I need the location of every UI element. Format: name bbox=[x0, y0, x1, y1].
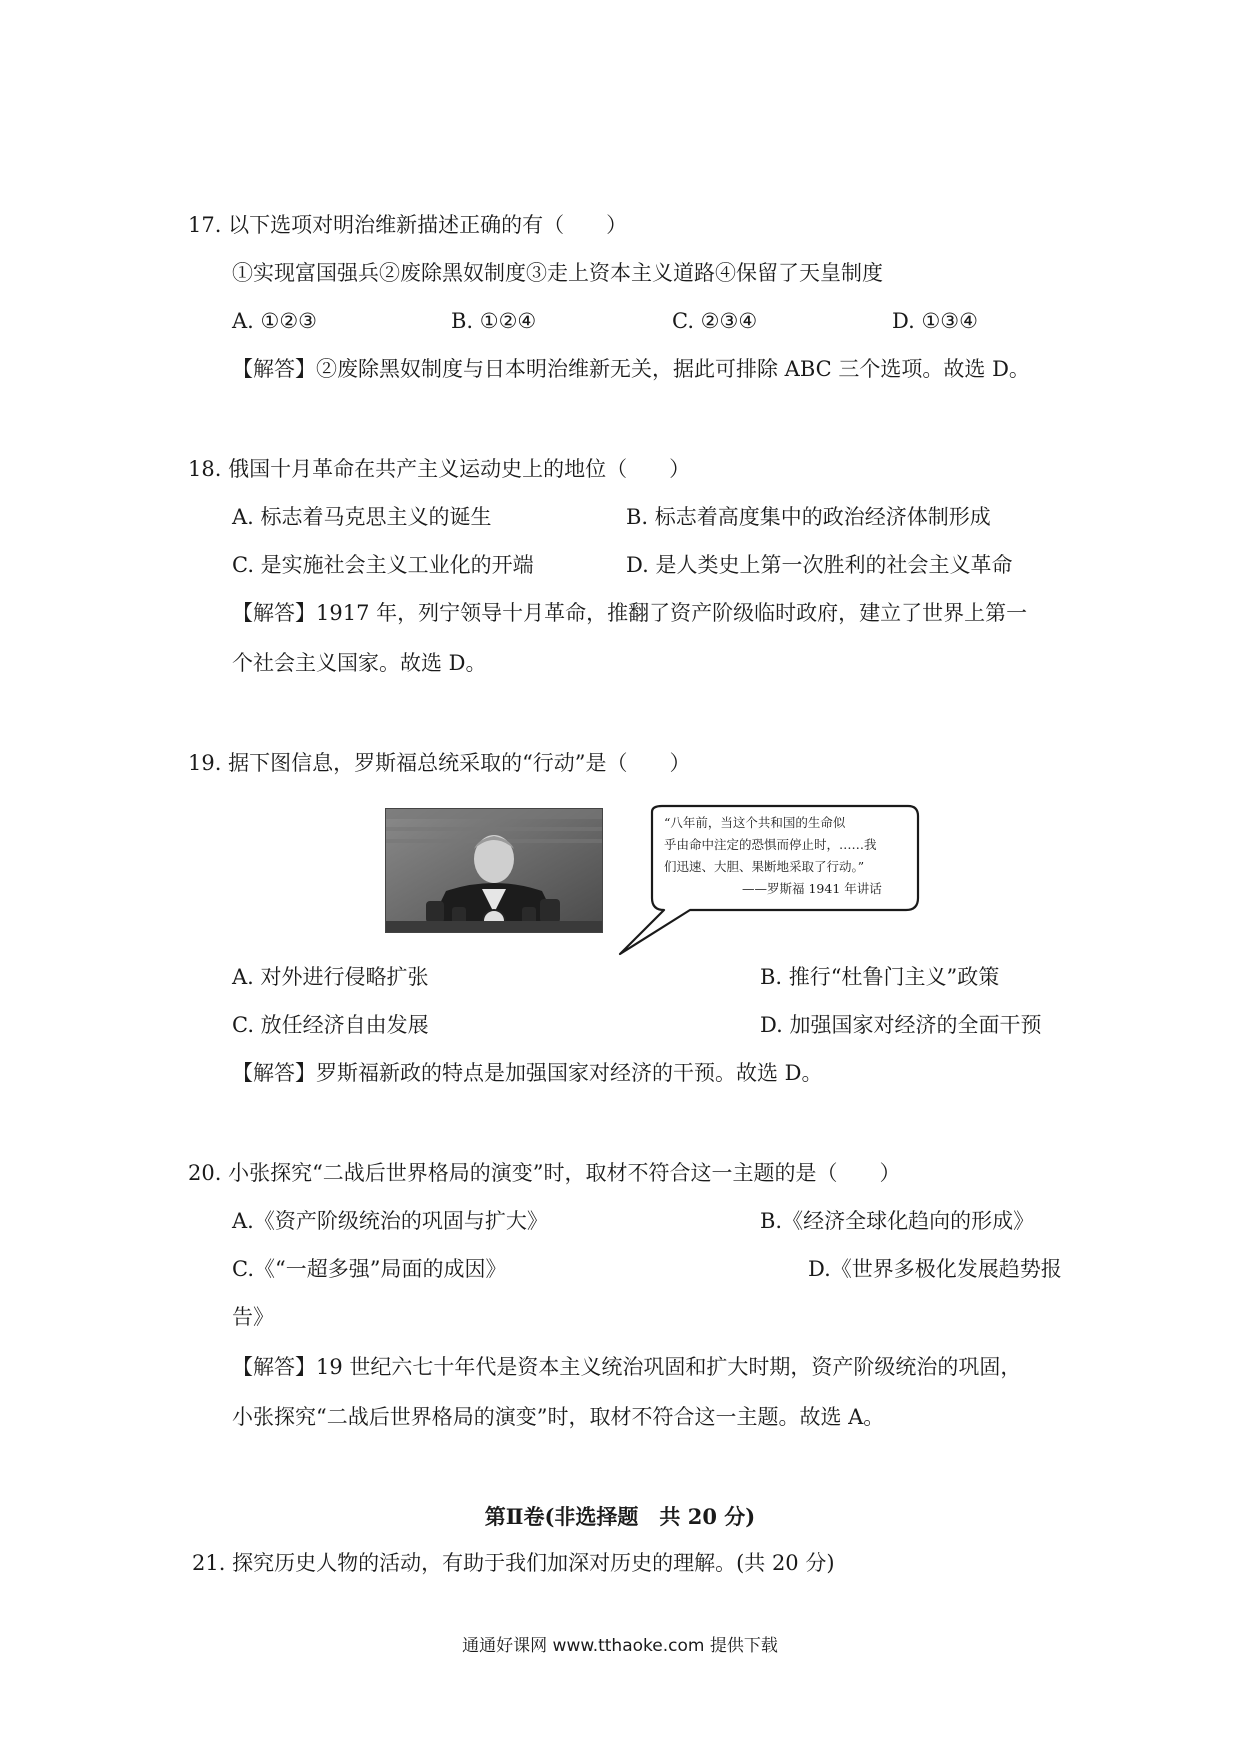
q17-items: ①实现富国强兵②废除黑奴制度③走上资本主义道路④保留了天皇制度 bbox=[232, 261, 883, 285]
q17-option-d: D. ①③④ bbox=[892, 309, 978, 333]
q20-answer-line2: 小张探究“二战后世界格局的演变”时，取材不符合这一主题。故选 A。 bbox=[232, 1405, 885, 1429]
quote-line-1: “八年前，当这个共和国的生命似 bbox=[664, 815, 846, 830]
q20-option-d-continuation: 告》 bbox=[232, 1305, 274, 1329]
roosevelt-photo-illustration bbox=[386, 809, 602, 932]
roosevelt-photo bbox=[385, 808, 603, 933]
quote-line-3: 们迅速、大胆、果断地采取了行动。” bbox=[664, 859, 865, 874]
q20-answer-line1: 【解答】19 世纪六七十年代是资本主义统治巩固和扩大时期，资产阶级统治的巩固， bbox=[232, 1355, 1022, 1379]
q19-option-b: B. 推行“杜鲁门主义”政策 bbox=[760, 965, 1000, 989]
footer-download-note: 通通好课网 www.tthaoke.com 提供下载 bbox=[462, 1636, 778, 1656]
q20-option-c: C.《“一超多强”局面的成因》 bbox=[232, 1257, 507, 1281]
q17-option-b: B. ①②④ bbox=[451, 309, 537, 333]
q18-option-b: B. 标志着高度集中的政治经济体制形成 bbox=[626, 505, 991, 529]
q17-stem: 17. 以下选项对明治维新描述正确的有（ ） bbox=[188, 213, 628, 237]
q18-answer-line2: 个社会主义国家。故选 D。 bbox=[232, 651, 487, 675]
q17-option-a: A. ①②③ bbox=[232, 309, 317, 333]
section-2-title: 第Ⅱ卷(非选择题 共 20 分) bbox=[484, 1504, 756, 1529]
q17-answer: 【解答】②废除黑奴制度与日本明治维新无关，据此可排除 ABC 三个选项。故选 D。 bbox=[232, 357, 1030, 381]
q20-stem: 20. 小张探究“二战后世界格局的演变”时，取材不符合这一主题的是（ ） bbox=[188, 1161, 901, 1185]
q19-option-d: D. 加强国家对经济的全面干预 bbox=[760, 1013, 1042, 1037]
q18-stem: 18. 俄国十月革命在共产主义运动史上的地位（ ） bbox=[188, 457, 691, 481]
q20-option-a: A.《资产阶级统治的巩固与扩大》 bbox=[232, 1209, 548, 1233]
q18-option-d: D. 是人类史上第一次胜利的社会主义革命 bbox=[626, 553, 1013, 577]
q21-stem: 21. 探究历史人物的活动，有助于我们加深对历史的理解。(共 20 分) bbox=[192, 1551, 835, 1575]
q19-option-c: C. 放任经济自由发展 bbox=[232, 1013, 429, 1037]
q18-option-c: C. 是实施社会主义工业化的开端 bbox=[232, 553, 534, 577]
q19-answer: 【解答】罗斯福新政的特点是加强国家对经济的干预。故选 D。 bbox=[232, 1061, 823, 1085]
q19-option-a: A. 对外进行侵略扩张 bbox=[232, 965, 429, 989]
q20-option-b: B.《经济全球化趋向的形成》 bbox=[760, 1209, 1035, 1233]
q18-answer-line1: 【解答】1917 年，列宁领导十月革命，推翻了资产阶级临时政府，建立了世界上第一 bbox=[232, 601, 1028, 625]
q17-option-c: C. ②③④ bbox=[672, 309, 758, 333]
q20-option-d: D.《世界多极化发展趋势报 bbox=[808, 1257, 1062, 1281]
quote-source: ——罗斯福 1941 年讲话 bbox=[742, 881, 882, 896]
q19-stem: 19. 据下图信息，罗斯福总统采取的“行动”是（ ） bbox=[188, 751, 691, 775]
quote-line-2: 乎由命中注定的恐惧而停止时，……我 bbox=[664, 837, 877, 852]
q18-option-a: A. 标志着马克思主义的诞生 bbox=[232, 505, 492, 529]
